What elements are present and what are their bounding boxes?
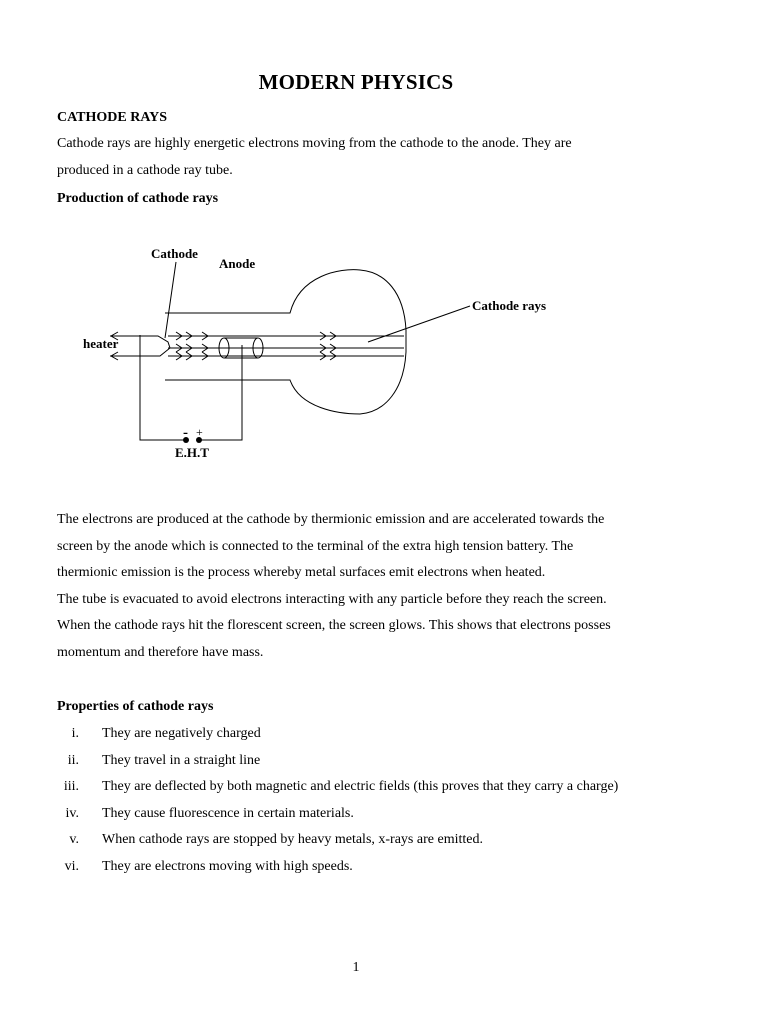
list-item-number: i. — [71, 726, 79, 741]
list-item-text: They are deflected by both magnetic and electric fields (this proves that they carry a charge) — [102, 779, 619, 795]
list-item-text: When cathode rays are stopped by heavy metals, x-rays are emitted. — [102, 832, 483, 848]
list-item — [57, 827, 655, 854]
cathode-rays-pointer-line — [368, 306, 470, 342]
explanation-line: The electrons are produced at the cathode by thermionic emission and are accelerated towards the — [57, 512, 605, 527]
section-heading-cathode-rays: CATHODE RAYS — [57, 110, 168, 125]
list-item-text: They are electrons moving with high speeds. — [102, 858, 353, 874]
intro-paragraph — [57, 131, 655, 184]
explanation-line: thermionic emission is the process whereby metal surfaces emit electrons when heated. — [57, 565, 546, 580]
label-anode: Anode — [219, 256, 256, 271]
explanation-line: momentum and therefore have mass. — [57, 644, 264, 660]
explanation-paragraph — [57, 507, 655, 666]
list-item — [57, 801, 655, 828]
list-item — [57, 748, 655, 775]
explanation-line: When the cathode rays hit the florescent screen, the screen glows. This shows that electrons posses — [57, 618, 611, 633]
intro-line: produced in a cathode ray tube. — [57, 162, 233, 178]
explanation-line: screen by the anode which is connected to the terminal of the extra high tension battery. The — [57, 538, 574, 554]
subheading-production: Production of cathode rays — [57, 191, 219, 206]
page-number: 1 — [352, 960, 360, 975]
page-title: MODERN PHYSICS — [258, 70, 454, 94]
properties-heading: Properties of cathode rays — [57, 699, 214, 714]
label-heater: heater — [83, 336, 119, 351]
properties-list — [57, 721, 655, 881]
label-plus: + — [196, 425, 203, 439]
cathode-pointer-line — [165, 262, 176, 338]
list-item-number: ii. — [67, 752, 79, 768]
list-item-text: They are negatively charged — [102, 726, 261, 741]
list-item — [57, 774, 655, 801]
list-item — [57, 721, 655, 748]
label-eht: E.H.T — [175, 445, 209, 460]
list-item — [57, 854, 655, 881]
explanation-line: The tube is evacuated to avoid electrons interacting with any particle before they reach the screen. — [57, 591, 607, 607]
list-item-number: vi. — [64, 858, 79, 874]
list-item-text: They cause fluorescence in certain materials. — [102, 805, 354, 821]
label-cathode-rays: Cathode rays — [472, 298, 547, 313]
label-cathode: Cathode — [151, 246, 198, 261]
label-minus: - — [183, 425, 188, 441]
intro-line: Cathode rays are highly energetic electrons moving from the cathode to the anode. They are — [57, 136, 572, 151]
list-item-number: iv. — [65, 805, 79, 821]
cathode-ray-tube-diagram — [0, 230, 768, 470]
list-item-text: They travel in a straight line — [102, 752, 261, 768]
list-item-number: v. — [69, 832, 79, 848]
circuit-wire — [140, 335, 186, 440]
list-item-number: iii. — [63, 779, 79, 795]
circuit-wire — [199, 360, 242, 440]
